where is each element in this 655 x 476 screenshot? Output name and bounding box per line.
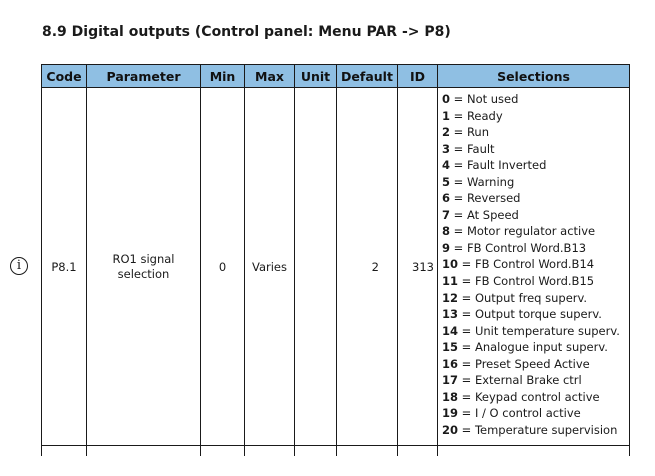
selection-label: = Keypad control active	[458, 389, 600, 404]
selection-item	[442, 91, 625, 108]
selection-item	[442, 157, 625, 174]
header-unit: Unit	[295, 65, 337, 88]
selection-item	[442, 306, 625, 323]
selection-label: = Output freq superv.	[458, 290, 588, 305]
header-code: Code	[42, 65, 87, 88]
parameter-table	[41, 64, 630, 456]
selection-item	[442, 323, 625, 340]
selection-number: 17	[442, 373, 459, 388]
selection-item	[442, 207, 625, 224]
selection-number: 4	[442, 158, 451, 173]
selection-item	[442, 190, 625, 207]
header-selections: Selections	[438, 65, 630, 88]
selections-list	[442, 91, 625, 438]
selection-label: = External Brake ctrl	[458, 373, 582, 388]
selection-number: 11	[442, 274, 459, 289]
cell-unit	[295, 88, 337, 446]
selection-item	[442, 240, 625, 257]
header-id: ID	[398, 65, 438, 88]
selection-number: 7	[442, 207, 451, 222]
selection-item	[442, 372, 625, 389]
cell-default: 2	[337, 88, 398, 446]
selection-number: 5	[442, 174, 451, 189]
selection-item	[442, 273, 625, 290]
parameter-line-1: RO1 signal	[112, 251, 175, 266]
selection-number: 2	[442, 125, 451, 140]
selection-item	[442, 339, 625, 356]
selection-label: = Ready	[450, 108, 503, 123]
selection-number: 15	[442, 340, 459, 355]
selection-number: 12	[442, 290, 459, 305]
table-row	[42, 88, 630, 446]
selection-item	[442, 223, 625, 240]
header-min: Min	[201, 65, 245, 88]
selection-label: = Fault	[450, 141, 495, 156]
selection-label: = Unit temperature superv.	[458, 323, 620, 338]
selection-number: 20	[442, 422, 459, 437]
header-parameter: Parameter	[87, 65, 201, 88]
selection-number: 14	[442, 323, 459, 338]
selection-label: = Run	[450, 125, 490, 140]
selection-label: = Fault Inverted	[450, 158, 547, 173]
selection-label: = Motor regulator active	[450, 224, 596, 239]
selection-label: = Temperature supervision	[458, 422, 618, 437]
selection-number: 16	[442, 356, 459, 371]
section-title: 8.9 Digital outputs (Control panel: Menu PAR -> P8)	[42, 24, 451, 40]
selection-item	[442, 356, 625, 373]
selection-item	[442, 174, 625, 191]
selection-label: = FB Control Word.B15	[458, 274, 595, 289]
selection-item	[442, 290, 625, 307]
cell-max: Varies	[245, 88, 295, 446]
selection-number: 3	[442, 141, 451, 156]
selection-item	[442, 422, 625, 439]
header-max: Max	[245, 65, 295, 88]
cell-id: 313	[398, 88, 438, 446]
selection-number: 18	[442, 389, 459, 404]
selection-number: 13	[442, 307, 459, 322]
selection-label: = Preset Speed Active	[458, 356, 590, 371]
selection-number: 19	[442, 406, 459, 421]
selection-label: = Not used	[450, 92, 519, 106]
selection-number: 8	[442, 224, 451, 239]
selection-label: = Analogue input superv.	[458, 340, 608, 355]
cell-parameter	[87, 88, 201, 446]
selection-item	[442, 141, 625, 158]
selection-number: 9	[442, 240, 451, 255]
info-icon[interactable]: i	[10, 257, 28, 275]
parameter-line-2: selection	[117, 266, 170, 281]
table-header-row	[42, 65, 630, 88]
header-default: Default	[337, 65, 398, 88]
selection-item	[442, 108, 625, 125]
selection-item	[442, 389, 625, 406]
selection-item	[442, 405, 625, 422]
selection-label: = FB Control Word.B14	[458, 257, 595, 272]
selection-number: 0	[442, 92, 451, 106]
selection-number: 1	[442, 108, 451, 123]
selection-label: = At Speed	[450, 207, 519, 222]
selection-label: = I / O control active	[458, 406, 581, 421]
selection-number: 10	[442, 257, 459, 272]
cell-selections	[438, 88, 630, 446]
cell-min: 0	[201, 88, 245, 446]
selection-label: = Warning	[450, 174, 515, 189]
selection-item	[442, 124, 625, 141]
cell-code: P8.1	[42, 88, 87, 446]
selection-label: = Output torque superv.	[458, 307, 602, 322]
selection-label: = Reversed	[450, 191, 521, 206]
selection-number: 6	[442, 191, 451, 206]
selection-item	[442, 256, 625, 273]
selection-label: = FB Control Word.B13	[450, 240, 587, 255]
table-row-continuation	[42, 446, 630, 457]
